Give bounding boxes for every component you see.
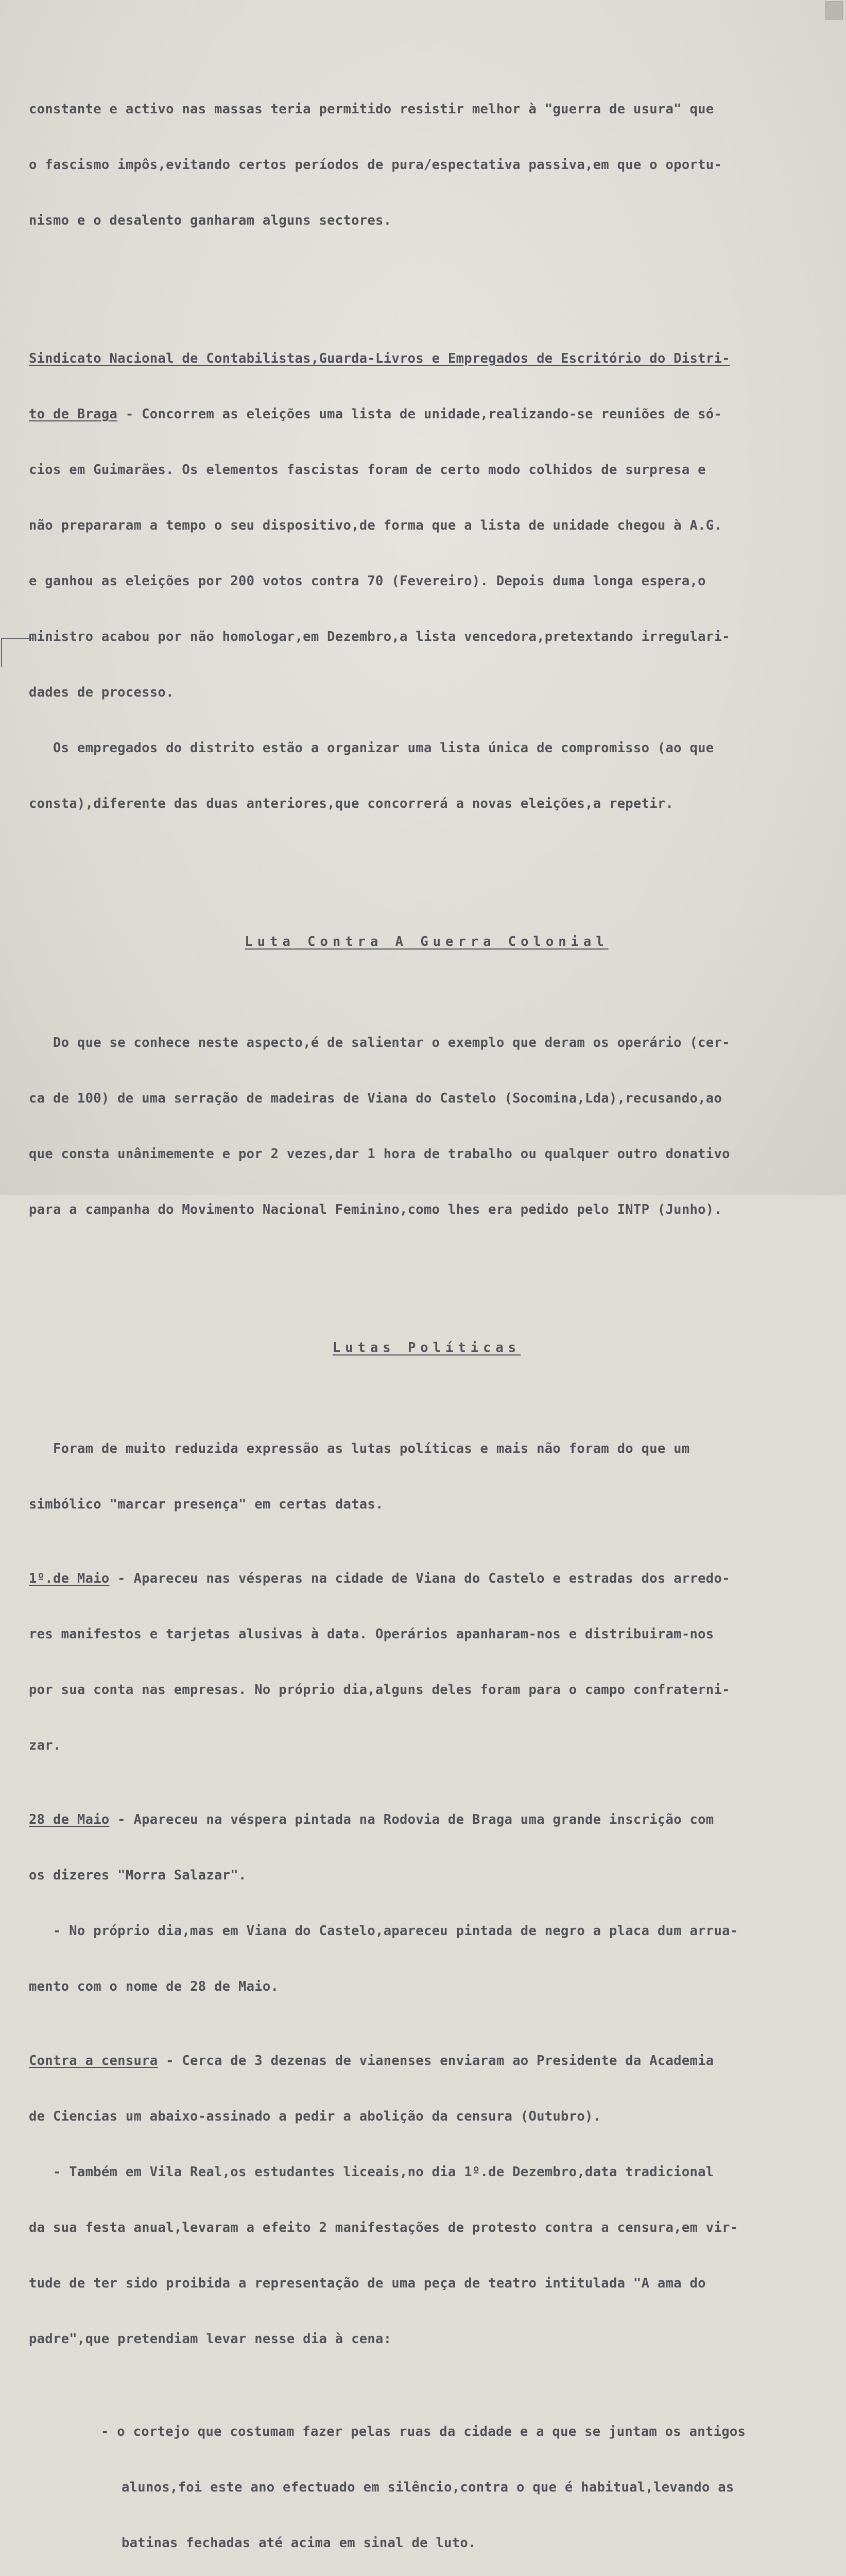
text-line: cios em Guimarães. Os elementos fascistas foram de certo modo colhidos de surpresa e xyxy=(29,462,706,478)
text-line: por sua conta nas empresas. No próprio dia,alguns deles foram para o campo confraterni- xyxy=(29,1682,730,1698)
text-line: to de Braga - Concorrem as eleições uma lista de unidade,realizando-se reuniões de só- xyxy=(29,406,722,422)
text-line: ministro acabou por não homologar,em Dezembro,a lista vencedora,pretextando irregulari- xyxy=(29,629,730,645)
text-line: zar. xyxy=(29,1738,61,1753)
text-line: o fascismo impôs,evitando certos períodos de pura/espectativa passiva,em que o oportu- xyxy=(29,157,722,173)
section-heading-lutas-politicas: Lutas Políticas xyxy=(332,1340,521,1355)
bullet-item-cont: alunos,foi este ano efectuado em silêncio,contra o que é habitual,levando as xyxy=(122,2480,734,2495)
text-line: e ganhou as eleições por 200 votos contra 70 (Fevereiro). Depois duma longa espera,o xyxy=(29,573,706,589)
text-line: dades de processo. xyxy=(29,685,174,700)
text-line: ca de 100) de uma serração de madeiras de Viana do Castelo (Socomina,Lda),recusando,ao xyxy=(29,1091,722,1106)
text-line: simbólico "marcar presença" em certas datas. xyxy=(29,1497,384,1512)
text-line: mento com o nome de 28 de Maio. xyxy=(29,1979,279,1994)
text-line: 28 de Maio - Apareceu na véspera pintada na Rodovia de Braga uma grande inscrição com xyxy=(29,1812,714,1827)
margin-bracket-mark xyxy=(1,638,32,667)
text-line: não prepararam a tempo o seu dispositivo,de forma que a lista de unidade chegou à A.G. xyxy=(29,518,722,533)
text-line xyxy=(29,349,824,368)
document-body xyxy=(29,44,824,2576)
scan-corner-mark xyxy=(825,1,843,20)
text-line: nismo e o desalento ganharam alguns sectores. xyxy=(29,213,392,228)
sindicato-title-cont: to de Braga xyxy=(29,406,118,422)
text-line: consta),diferente das duas anteriores,que concorrerá a novas eleições,a repetir. xyxy=(29,796,674,811)
maio28-label: 28 de Maio xyxy=(29,1812,110,1827)
text-line: de Ciencias um abaixo-assinado a pedir a abolição da censura (Outubro). xyxy=(29,2109,601,2124)
text-line: da sua festa anual,levaram a efeito 2 manifestações de protesto contra a censura,em vir- xyxy=(29,2220,738,2235)
text-line: os dizeres "Morra Salazar". xyxy=(29,1868,247,1883)
sindicato-title: Sindicato Nacional de Contabilistas,Guarda-Livros e Empregados de Escritório do Distri- xyxy=(29,351,730,366)
bullet-item-cont: batinas fechadas até acima em sinal de luto. xyxy=(122,2535,476,2551)
maio1-label: 1º.de Maio xyxy=(29,1571,110,1586)
text-line: 1º.de Maio - Apareceu nas vésperas na cidade de Viana do Castelo e estradas dos arredo- xyxy=(29,1571,730,1586)
text-line: - No próprio dia,mas em Viana do Castelo,apareceu pintada de negro a placa dum arrua- xyxy=(29,1923,738,1939)
text-line: para a campanha do Movimento Nacional Feminino,como lhes era pedido pelo INTP (Junho). xyxy=(29,1202,722,1217)
text-line: Contra a censura - Cerca de 3 dezenas de vianenses enviaram ao Presidente da Academia xyxy=(29,2053,714,2069)
text-line: Os empregados do distrito estão a organizar uma lista única de compromisso (ao que xyxy=(29,740,714,756)
text-line: Foram de muito reduzida expressão as lutas políticas e mais não foram do que um xyxy=(29,1441,690,1456)
censura-label: Contra a censura xyxy=(29,2053,158,2069)
text-line: Do que se conhece neste aspecto,é de salientar o exemplo que deram os operário (cer- xyxy=(29,1035,730,1050)
text-line: res manifestos e tarjetas alusivas à data. Operários apanharam-nos e distribuiram-nos xyxy=(29,1626,714,1642)
text-line: que consta unânimemente e por 2 vezes,dar 1 hora de trabalho ou qualquer outro donativo xyxy=(29,1146,730,1162)
bullet-item: - o cortejo que costumam fazer pelas ruas da cidade e a que se juntam os antigos xyxy=(101,2424,746,2439)
text-line: tude de ter sido proibida a representação de uma peça de teatro intitulada "A ama do xyxy=(29,2276,706,2291)
text-line: constante e activo nas massas teria permitido resistir melhor à "guerra de usura" que xyxy=(29,101,714,117)
section-heading-guerra-colonial: Luta Contra A Guerra Colonial xyxy=(245,934,609,950)
text-line: padre",que pretendiam levar nesse dia à cena: xyxy=(29,2331,392,2347)
text-line: - Também em Vila Real,os estudantes liceais,no dia 1º.de Dezembro,data tradicional xyxy=(29,2164,714,2180)
